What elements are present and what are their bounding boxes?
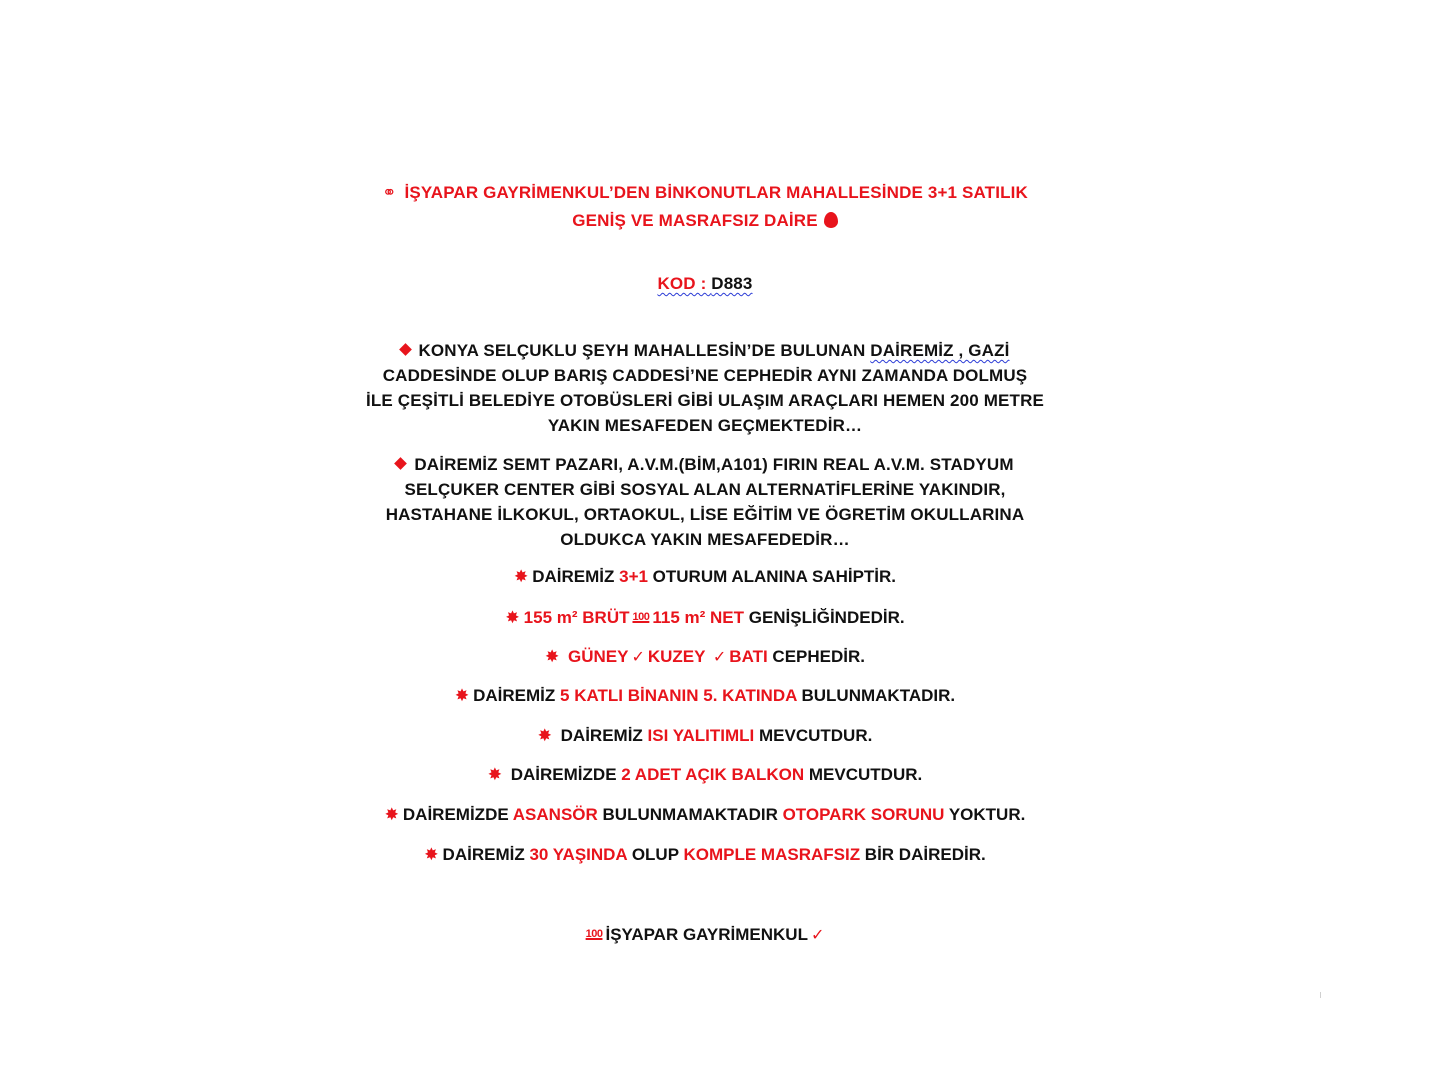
feature-highlight: 3+1 (619, 567, 648, 586)
title-text-1: İŞYAPAR GAYRİMENKUL’DEN BİNKONUTLAR MAHALLESİNDE 3+1 SATILIK (404, 183, 1028, 202)
feature-facade (300, 645, 1110, 669)
title-line-2 (320, 207, 1090, 234)
feature-text: OTURUM ALANINA SAHİPTİR. (647, 567, 897, 586)
feature-text: DAİREMİZ (473, 686, 561, 705)
check-mark-icon: ✓ (712, 647, 727, 666)
title-line-1 (320, 179, 1090, 207)
car-icon: ⚭ (382, 183, 397, 203)
star-burst-icon: ✸ (537, 726, 552, 746)
feature-highlight: 30 YAŞINDA (529, 845, 628, 864)
feature-highlight: 115 m² NET (652, 608, 744, 627)
feature-highlight: KOMPLE MASRAFSIZ (683, 845, 861, 864)
feature-text: CEPHEDİR. (767, 647, 865, 666)
footer-signature (300, 922, 1110, 947)
star-burst-icon: ✸ (544, 647, 560, 667)
feature-balcony (300, 763, 1110, 787)
code-field (657, 274, 752, 293)
feature-elevator-parking (300, 803, 1110, 827)
star-burst-icon: ✸ (487, 765, 503, 785)
feature-text: MEVCUTDUR. (804, 765, 923, 784)
feature-text: MEVCUTDUR. (754, 726, 873, 745)
feature-room-layout (300, 565, 1110, 589)
para2-line-4: OLDUKCA YAKIN MESAFEDEDİR… (560, 530, 850, 549)
feature-text: GENİŞLİĞİNDEDİR. (744, 608, 905, 627)
star-burst-icon: ✸ (513, 567, 529, 587)
amenities-paragraph (320, 452, 1090, 552)
feature-highlight: 155 m² BRÜT (523, 608, 630, 627)
feature-highlight: KUZEY (647, 647, 710, 666)
code-label: KOD : (657, 274, 707, 293)
feature-insulation (300, 724, 1110, 748)
diamond-icon (394, 457, 407, 470)
feature-floor (300, 684, 1110, 708)
listing-title (320, 179, 1090, 234)
feature-text: DAİREMİZ (442, 845, 530, 864)
code-value: D883 (711, 274, 753, 293)
feature-text: DAİREMİZDE (510, 765, 622, 784)
para2-line-1 (320, 452, 1090, 477)
feature-text: DAİREMİZ (560, 726, 648, 745)
footer-company-name: İŞYAPAR GAYRİMENKUL (605, 925, 808, 944)
hundred-points-icon: 100 (632, 611, 650, 623)
star-burst-icon: ✸ (384, 805, 399, 825)
para2-line-1-text: DAİREMİZ SEMT PAZARI, A.V.M.(BİM,A101) FIRIN REAL A.V.M. STADYUM (414, 455, 1014, 474)
feature-text: OLUP (627, 845, 684, 864)
feature-highlight: 5 KATLI BİNANIN 5. KATINDA (560, 686, 797, 705)
check-mark-icon: ✓ (810, 925, 825, 944)
feature-text: DAİREMİZ (532, 567, 620, 586)
feature-text: BİR DAİREDİR. (860, 845, 986, 864)
feature-highlight: 2 ADET AÇIK BALKON (621, 765, 805, 784)
location-paragraph (320, 338, 1090, 438)
feature-highlight: BATI (729, 647, 768, 666)
feature-area (300, 605, 1110, 630)
feature-highlight: ISI YALITIMLI (647, 726, 755, 745)
feature-text: YOKTUR. (944, 805, 1026, 824)
feature-highlight: ASANSÖR (512, 805, 598, 824)
star-burst-icon: ✸ (505, 608, 520, 628)
feature-highlight: GÜNEY (567, 647, 629, 666)
hundred-points-icon: 100 (585, 928, 603, 940)
para1-line-1 (320, 338, 1090, 363)
star-burst-icon: ✸ (454, 686, 470, 706)
title-text-2: GENİŞ VE MASRAFSIZ DAİRE (572, 211, 818, 230)
page-edge-mark (1320, 992, 1321, 998)
check-mark-icon: ✓ (631, 647, 645, 666)
diamond-icon (399, 343, 412, 356)
para1-line-1b: DAİREMİZ , GAZİ (870, 341, 1010, 360)
feature-highlight: OTOPARK SORUNU (782, 805, 945, 824)
star-burst-icon: ✸ (424, 845, 439, 865)
feature-text: BULUNMAKTADIR. (796, 686, 956, 705)
para1-line-2: CADDESİNDE OLUP BARIŞ CADDESİ’NE CEPHEDİR AYNI ZAMANDA DOLMUŞ (382, 366, 1028, 385)
flame-icon (824, 212, 838, 228)
feature-text: DAİREMİZDE (402, 805, 513, 824)
para1-line-1a: KONYA SELÇUKLU ŞEYH MAHALLESİN’DE BULUNAN (418, 341, 871, 360)
feature-text: BULUNMAMAKTADIR (597, 805, 783, 824)
para2-line-2: SELÇUKER CENTER GİBİ SOSYAL ALAN ALTERNATİFLERİNE YAKINDIR, (404, 480, 1006, 499)
para1-line-4: YAKIN MESAFEDEN GEÇMEKTEDİR… (547, 416, 863, 435)
para2-line-3: HASTAHANE İLKOKUL, ORTAOKUL, LİSE EĞİTİM VE ÖGRETİM OKULLARINA (385, 505, 1025, 524)
para1-line-3: İLE ÇEŞİTLİ BELEDİYE OTOBÜSLERİ GİBİ ULAŞIM ARAÇLARI HEMEN 200 METRE (366, 391, 1044, 410)
listing-code (320, 271, 1090, 297)
feature-age (300, 843, 1110, 867)
